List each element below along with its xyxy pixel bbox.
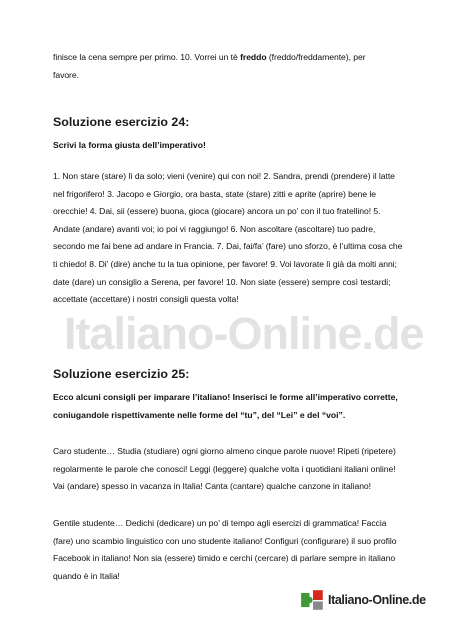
- section-24-instruction: Scrivi la forma giusta dell’imperativo!: [53, 140, 206, 150]
- section-24-title: Soluzione esercizio 24:: [53, 115, 190, 129]
- section-24-text: 1. Non stare (stare) lì da solo; vieni (venire) qui con noi! 2. Sandra, prendi (prendere) il latte nel frigorifero! 3. Jacopo e Giorgio, ora basta, state (stare) zitti e aprite (aprire) bene le orecchie! 4. Dai, sii (essere) buona, gioca (giocare) ancora un po’ con il tuo fratellino! 5. Andate (andare) avanti voi; io poi vi raggiungo! 6. Non ascoltare (ascoltare) tuo padre, secondo me fai bene ad andare in Francia. 7. Dai, fai/fa’ (fare) uno sforzo, è l’ultima cosa che ti chiedo! 8. Di’ (dire) anche tu la tua opinione, per favore! 9. Voi lavorate lì già da molti anni; date (dare) un consiglio a Serena, per favore! 10. Non siate (essere) sempre così testardi; accettate (accettare) i nostri consigli questa volta!: [53, 171, 403, 305]
- footer-logo: [299, 586, 426, 614]
- watermark-text: Italiano-Online.de: [64, 308, 424, 359]
- intro-text-end: (freddo/freddamente), per: [266, 52, 366, 62]
- intro-paragraph: [53, 49, 403, 84]
- section-25-paragraph-1: Caro studente… Studia (studiare) ogni giorno almeno cinque parole nuove! Ripeti (ripetere) regolarmente le parole che conosci! Leggi (leggere) qualche volta i quotidiani italiani online! Vai (andare) spesso in vacanza in Italia! Canta (cantare) qualche canzone in italiano!: [53, 446, 396, 492]
- puzzle-logo-icon: [299, 586, 327, 614]
- intro-bold-word: freddo: [240, 52, 267, 62]
- watermark-logo: [62, 306, 422, 362]
- intro-text-start: finisce la cena sempre per primo. 10. Vorrei un tè: [53, 52, 241, 62]
- footer-logo-text: Italiano-Online.de: [328, 593, 426, 607]
- section-25-instruction: Ecco alcuni consigli per imparare l’italiano! Inserisci le forme all’imperativo corrette, coniugandole rispettivamente nelle forme del “tu”, del “Lei” e del “voi”.: [53, 392, 398, 420]
- section-25-title: Soluzione esercizio 25:: [53, 367, 190, 381]
- section-25-paragraph-2: Gentile studente… Dedichi (dedicare) un po’ di tempo agli esercizi di grammatica! Faccia (fare) uno scambio linguistico con uno studente italiano! Configuri (configurare) il suo profilo Facebook in italiano! Non sia (essere) timido e cerchi (cercare) di parlare sempre in italiano quando è in Italia!: [53, 518, 397, 581]
- intro-text-second-line: favore.: [53, 69, 79, 80]
